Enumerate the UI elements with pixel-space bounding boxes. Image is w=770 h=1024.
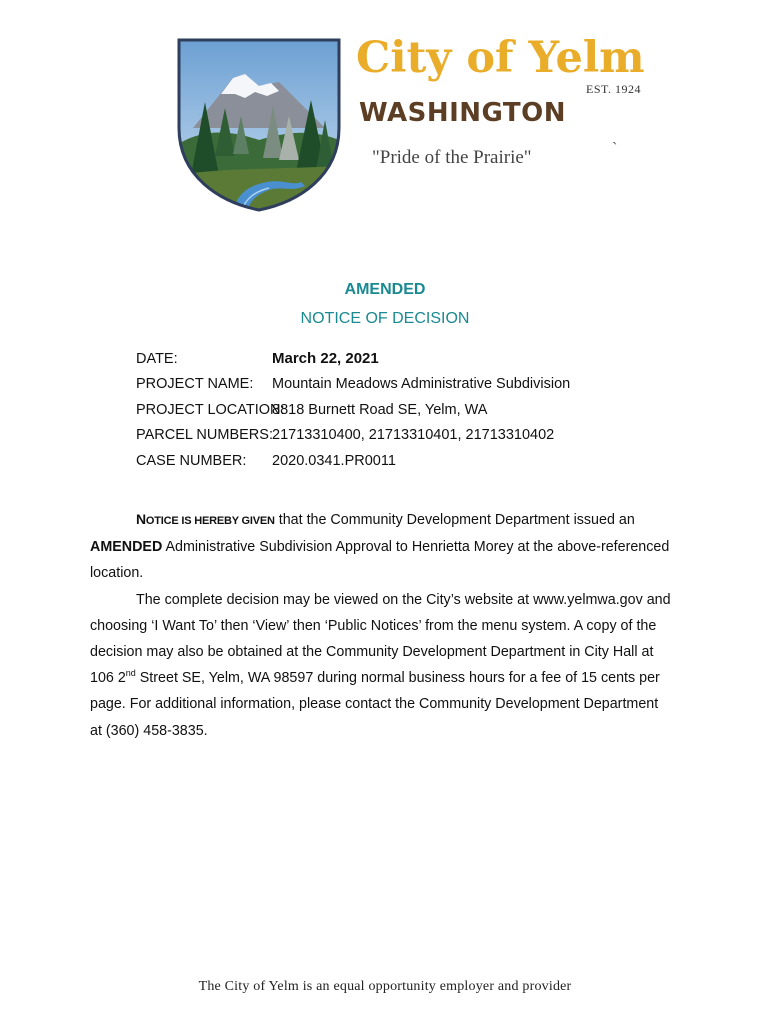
detail-label: CASE NUMBER: [136, 452, 247, 469]
detail-value: 21713310400, 21713310401, 21713310402 [272, 427, 555, 444]
detail-row-project-location [136, 397, 656, 423]
detail-label: PROJECT NAME: [136, 376, 254, 393]
notice-paragraph-2: The complete decision may be viewed on the City’s website at www.yelmwa.gov and choosing ‘I Want To’ then ‘View’ then ‘Public Notices’ from the menu system. A copy of the decision may also be obtained at the Community Development Department in City Hall at 106 2nd Street SE, Yelm, WA 98597 during normal business hours for a fee of 15 cents per page. For additional information, please contact the Community Development Department at (360) 458-3835. [90, 591, 671, 739]
amended-inline: AMENDED [90, 539, 163, 556]
detail-row-case-number [136, 448, 656, 474]
notice-lead-in: NOTICE IS HEREBY GIVEN [136, 511, 275, 527]
established-year: EST. 1924 [586, 82, 641, 96]
detail-value: March 22, 2021 [272, 350, 379, 368]
detail-row-project-name [136, 372, 656, 398]
city-seal-logo [175, 36, 343, 212]
city-name-logo-text: City of Yelm [356, 33, 645, 83]
detail-row-parcel-numbers [136, 423, 656, 449]
city-tagline: "Pride of the Prairie" [372, 147, 532, 168]
detail-value: 8818 Burnett Road SE, Yelm, WA [272, 401, 488, 418]
notice-of-decision-heading: NOTICE OF DECISION [300, 310, 470, 327]
detail-row-date [136, 346, 656, 372]
detail-value: 2020.0341.PR0011 [272, 452, 396, 469]
notice-paragraph-1: NOTICE IS HEREBY GIVEN that the Community Development Department issued an AMENDED Administrative Subdivision Approval to Henrietta Morey at the above-referenced location. [90, 511, 670, 582]
detail-label: PARCEL NUMBERS: [136, 427, 273, 444]
detail-label: DATE: [136, 350, 178, 367]
notice-body [90, 506, 684, 744]
footer-statement: The City of Yelm is an equal opportunity employer and provider [198, 979, 572, 994]
amended-heading: AMENDED [344, 281, 426, 298]
detail-value: Mountain Meadows Administrative Subdivision [272, 376, 571, 393]
stray-mark: ` [612, 140, 618, 157]
state-name-logo-text: WASHINGTON [359, 98, 567, 128]
project-details [136, 346, 656, 474]
detail-label: PROJECT LOCATION: [136, 401, 285, 418]
